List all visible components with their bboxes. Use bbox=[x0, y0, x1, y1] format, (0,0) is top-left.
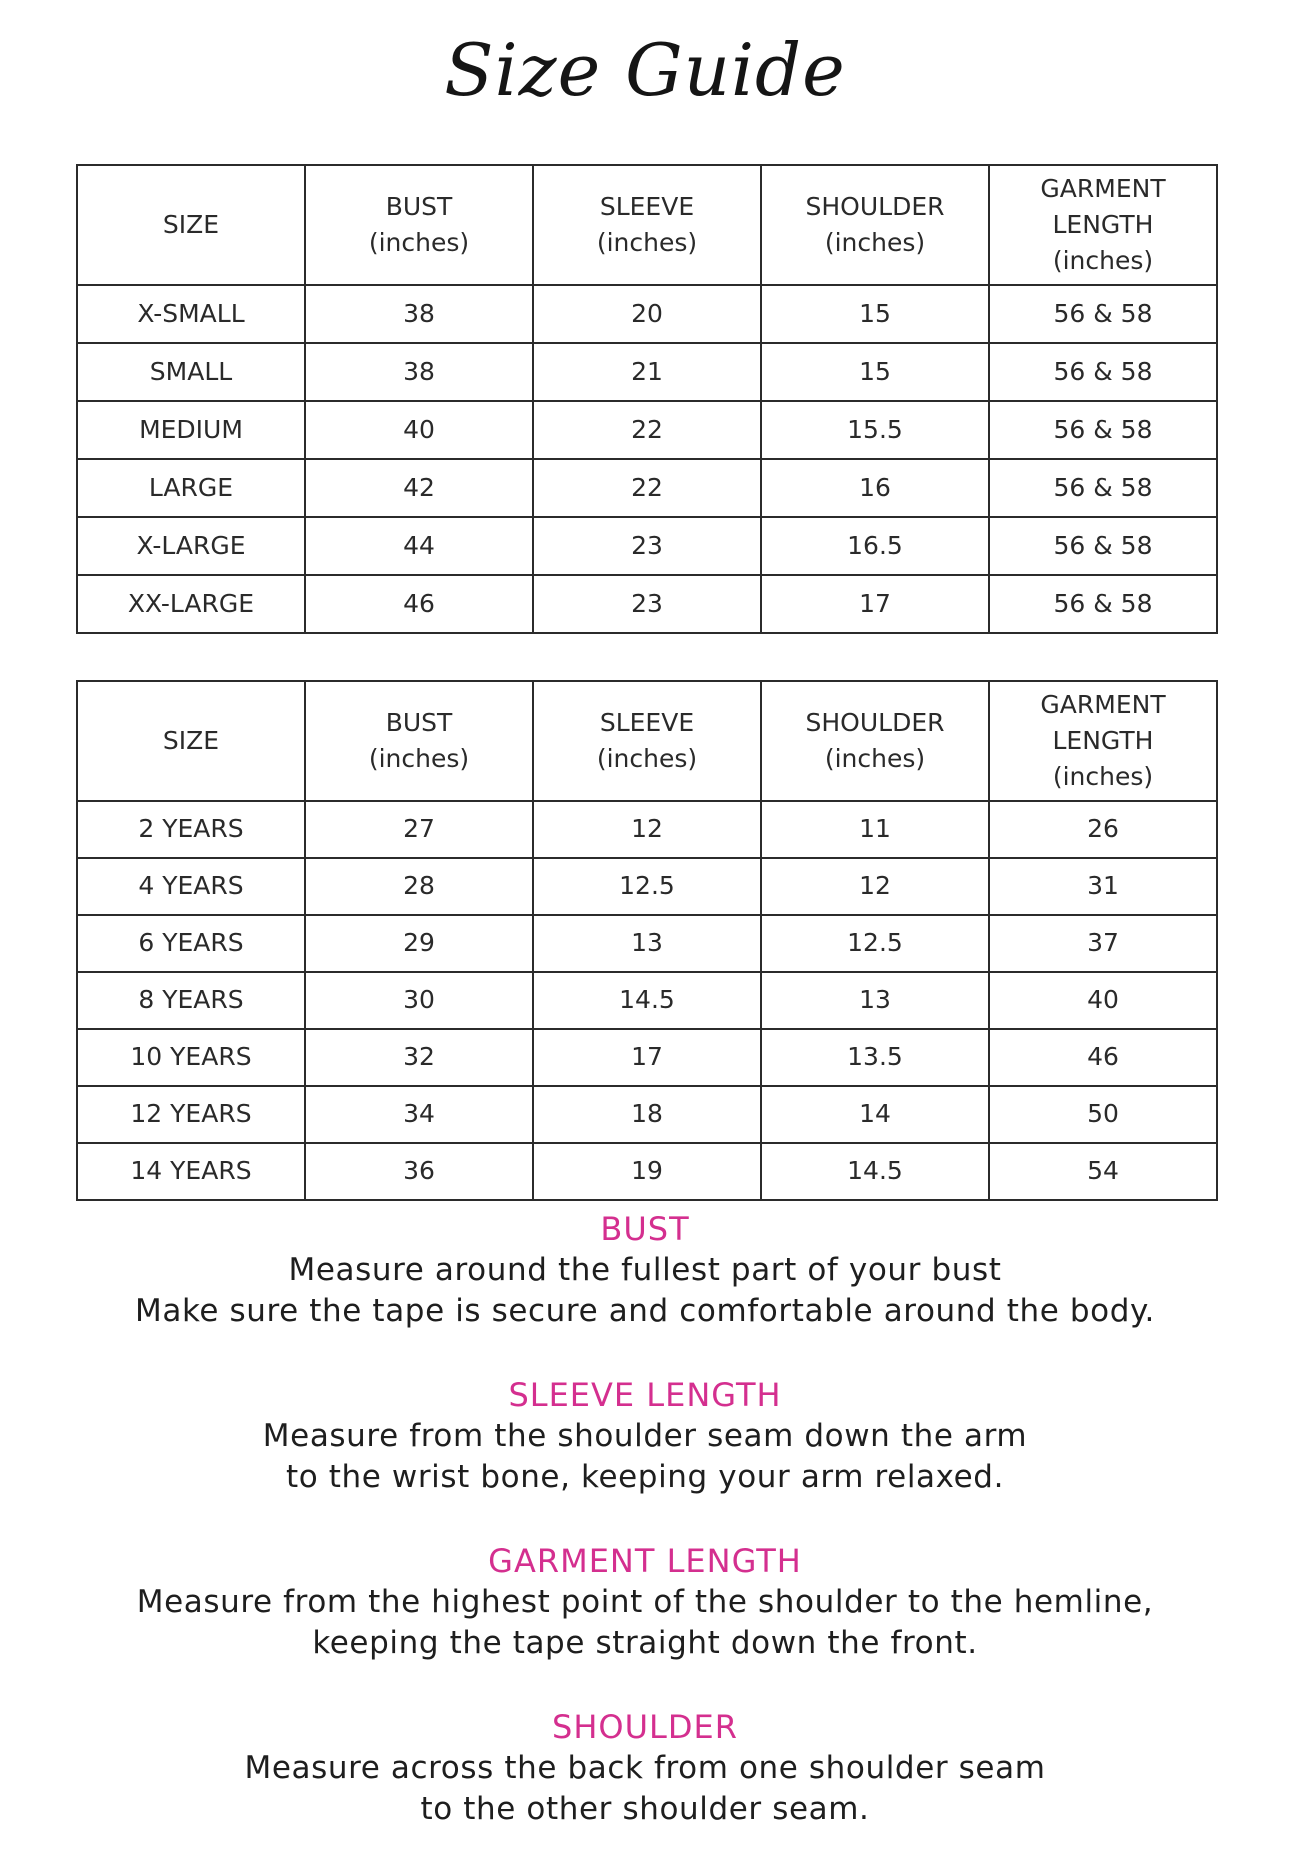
cell-shoulder: 13 bbox=[761, 972, 989, 1029]
cell-size: SMALL bbox=[77, 343, 305, 401]
header-line: BUST bbox=[385, 707, 453, 737]
cell-size: 8 YEARS bbox=[77, 972, 305, 1029]
cell-bust: 46 bbox=[305, 575, 533, 633]
header-bust bbox=[305, 681, 533, 801]
cell-bust: 38 bbox=[305, 343, 533, 401]
cell-garment-length: 37 bbox=[989, 915, 1217, 972]
note-heading: SHOULDER bbox=[552, 1708, 738, 1746]
cell-garment-length: 31 bbox=[989, 858, 1217, 915]
note-line: to the wrist bone, keeping your arm relaxed. bbox=[285, 1459, 1005, 1495]
cell-size: 12 YEARS bbox=[77, 1086, 305, 1143]
header-sleeve bbox=[533, 681, 761, 801]
cell-bust: 27 bbox=[305, 801, 533, 858]
note-line: Measure around the fullest part of your bust bbox=[288, 1252, 1002, 1288]
cell-bust: 38 bbox=[305, 285, 533, 343]
note-line: to the other shoulder seam. bbox=[420, 1791, 870, 1827]
cell-bust: 40 bbox=[305, 401, 533, 459]
cell-garment-length: 56 & 58 bbox=[989, 517, 1217, 575]
table-row bbox=[77, 517, 1217, 575]
cell-garment-length: 26 bbox=[989, 801, 1217, 858]
cell-size: XX-LARGE bbox=[77, 575, 305, 633]
cell-garment-length: 50 bbox=[989, 1086, 1217, 1143]
header-size bbox=[77, 681, 305, 801]
note-sleeve-length bbox=[0, 1374, 1290, 1498]
note-heading: SLEEVE LENGTH bbox=[508, 1376, 782, 1414]
cell-sleeve: 21 bbox=[533, 343, 761, 401]
header-line: GARMENT bbox=[1040, 689, 1166, 719]
cell-bust: 36 bbox=[305, 1143, 533, 1200]
header-line: SLEEVE bbox=[599, 707, 695, 737]
note-line: keeping the tape straight down the front. bbox=[312, 1625, 978, 1661]
header-line: SHOULDER bbox=[805, 707, 945, 737]
cell-garment-length: 56 & 58 bbox=[989, 401, 1217, 459]
kids-size-table bbox=[76, 680, 1218, 1201]
note-heading: BUST bbox=[600, 1210, 690, 1248]
cell-sleeve: 23 bbox=[533, 517, 761, 575]
header-garment-length bbox=[989, 165, 1217, 285]
header-line: SLEEVE bbox=[599, 191, 695, 221]
header-line: SHOULDER bbox=[805, 191, 945, 221]
header-line: SIZE bbox=[162, 725, 220, 755]
header-line: LENGTH bbox=[1052, 209, 1154, 239]
table-row bbox=[77, 343, 1217, 401]
cell-shoulder: 14.5 bbox=[761, 1143, 989, 1200]
table-row bbox=[77, 801, 1217, 858]
cell-bust: 28 bbox=[305, 858, 533, 915]
header-size bbox=[77, 165, 305, 285]
cell-sleeve: 20 bbox=[533, 285, 761, 343]
table-header-row bbox=[77, 165, 1217, 285]
cell-shoulder: 15.5 bbox=[761, 401, 989, 459]
header-line: GARMENT bbox=[1040, 173, 1166, 203]
cell-shoulder: 16 bbox=[761, 459, 989, 517]
header-shoulder bbox=[761, 681, 989, 801]
note-bust bbox=[0, 1208, 1290, 1332]
cell-shoulder: 13.5 bbox=[761, 1029, 989, 1086]
cell-bust: 42 bbox=[305, 459, 533, 517]
cell-sleeve: 12.5 bbox=[533, 858, 761, 915]
table-row bbox=[77, 1143, 1217, 1200]
table-row bbox=[77, 285, 1217, 343]
header-line: (inches) bbox=[1052, 246, 1154, 276]
table-row bbox=[77, 459, 1217, 517]
header-line: LENGTH bbox=[1052, 725, 1154, 755]
cell-shoulder: 15 bbox=[761, 285, 989, 343]
cell-sleeve: 22 bbox=[533, 459, 761, 517]
header-line: (inches) bbox=[824, 744, 926, 773]
page-title: Size Guide bbox=[444, 28, 846, 112]
cell-sleeve: 22 bbox=[533, 401, 761, 459]
table-row bbox=[77, 401, 1217, 459]
header-line: SIZE bbox=[162, 209, 220, 239]
header-line: BUST bbox=[385, 191, 453, 221]
cell-sleeve: 18 bbox=[533, 1086, 761, 1143]
note-line: Measure from the highest point of the shoulder to the hemline, bbox=[136, 1584, 1154, 1620]
table-header-row bbox=[77, 681, 1217, 801]
header-line: (inches) bbox=[824, 228, 926, 257]
cell-size: 6 YEARS bbox=[77, 915, 305, 972]
cell-sleeve: 13 bbox=[533, 915, 761, 972]
table-row bbox=[77, 972, 1217, 1029]
header-shoulder bbox=[761, 165, 989, 285]
cell-size: X-LARGE bbox=[77, 517, 305, 575]
cell-garment-length: 56 & 58 bbox=[989, 285, 1217, 343]
cell-garment-length: 56 & 58 bbox=[989, 343, 1217, 401]
cell-garment-length: 56 & 58 bbox=[989, 459, 1217, 517]
cell-shoulder: 11 bbox=[761, 801, 989, 858]
cell-bust: 30 bbox=[305, 972, 533, 1029]
cell-shoulder: 15 bbox=[761, 343, 989, 401]
table-row bbox=[77, 1086, 1217, 1143]
cell-size: MEDIUM bbox=[77, 401, 305, 459]
note-line: Measure from the shoulder seam down the arm bbox=[262, 1418, 1028, 1454]
cell-shoulder: 12.5 bbox=[761, 915, 989, 972]
cell-sleeve: 19 bbox=[533, 1143, 761, 1200]
cell-sleeve: 17 bbox=[533, 1029, 761, 1086]
header-line: (inches) bbox=[368, 228, 470, 257]
cell-size: 10 YEARS bbox=[77, 1029, 305, 1086]
note-shoulder bbox=[0, 1706, 1290, 1830]
note-garment-length bbox=[0, 1540, 1290, 1664]
header-line: (inches) bbox=[596, 744, 698, 773]
table-row bbox=[77, 915, 1217, 972]
measurement-notes bbox=[0, 1208, 1290, 1872]
cell-size: 4 YEARS bbox=[77, 858, 305, 915]
cell-shoulder: 17 bbox=[761, 575, 989, 633]
note-line: Measure across the back from one shoulder seam bbox=[244, 1750, 1046, 1786]
header-line: (inches) bbox=[368, 744, 470, 773]
cell-size: 14 YEARS bbox=[77, 1143, 305, 1200]
table-row bbox=[77, 1029, 1217, 1086]
note-line: Make sure the tape is secure and comfortable around the body. bbox=[135, 1293, 1155, 1329]
cell-garment-length: 40 bbox=[989, 972, 1217, 1029]
cell-sleeve: 14.5 bbox=[533, 972, 761, 1029]
table-row bbox=[77, 575, 1217, 633]
header-garment-length bbox=[989, 681, 1217, 801]
cell-sleeve: 23 bbox=[533, 575, 761, 633]
cell-garment-length: 46 bbox=[989, 1029, 1217, 1086]
cell-bust: 32 bbox=[305, 1029, 533, 1086]
cell-bust: 29 bbox=[305, 915, 533, 972]
header-bust bbox=[305, 165, 533, 285]
cell-garment-length: 56 & 58 bbox=[989, 575, 1217, 633]
cell-size: LARGE bbox=[77, 459, 305, 517]
cell-garment-length: 54 bbox=[989, 1143, 1217, 1200]
header-sleeve bbox=[533, 165, 761, 285]
table-row bbox=[77, 858, 1217, 915]
cell-bust: 34 bbox=[305, 1086, 533, 1143]
cell-size: X-SMALL bbox=[77, 285, 305, 343]
cell-shoulder: 16.5 bbox=[761, 517, 989, 575]
header-line: (inches) bbox=[596, 228, 698, 257]
cell-shoulder: 14 bbox=[761, 1086, 989, 1143]
cell-shoulder: 12 bbox=[761, 858, 989, 915]
header-line: (inches) bbox=[1052, 762, 1154, 792]
note-heading: GARMENT LENGTH bbox=[488, 1542, 802, 1580]
cell-bust: 44 bbox=[305, 517, 533, 575]
cell-sleeve: 12 bbox=[533, 801, 761, 858]
cell-size: 2 YEARS bbox=[77, 801, 305, 858]
adult-size-table bbox=[76, 164, 1218, 634]
